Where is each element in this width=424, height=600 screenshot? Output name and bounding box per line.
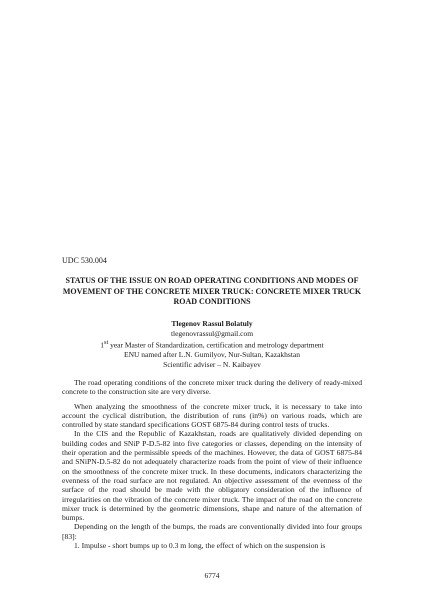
author-affiliation: ENU named after L.N. Gumilyov, Nur-Sultan, Kazakhstan (124, 350, 300, 360)
author-position-number: 1 (100, 340, 105, 350)
body-paragraph: 1. Impulse - short bumps up to 0.3 m long, the effect of which on the suspension is (74, 541, 326, 551)
udc-code: UDC 530.004 (62, 256, 107, 265)
author-position (60, 338, 364, 350)
author-name: Tlegenov Rassul Bolatuly (171, 319, 253, 328)
author-block (60, 319, 364, 369)
author-position-text: year Master of Standardization, certification and metrology department (108, 340, 324, 350)
body-paragraph: In the CIS and the Republic of Kazakhstan, roads are qualitatively divided depending on building codes and SNiP P-D.5-82 into five categories or classes, depending on the intensity of their operation and the permissible speeds of the machines. However, the data of GOST 6875-84 and SNiPN-D.5-82 do not adequately characterize roads from the point of view of their influence on the smoothness of the concrete mixer truck. In these documents, indicators characterizing the evenness of the road surface are not regulated. An objective assessment of the evenness of the surface of the road should be made with the obligatory consideration of the influence of irregularities on the vibration of the concrete mixer truck. The impact of the road on the concrete mixer truck is determined by the geometric dimensions, shape and nature of the alternation of bumps. (62, 429, 362, 523)
body-paragraph: Depending on the length of the bumps, the roads are conventionally divided into four groups [83]: (62, 522, 362, 541)
body-paragraph: When analyzing the smoothness of the concrete mixer truck, it is necessary to take into account the cyclical distribution, the distribution of runs (in%) on various roads, which are controlled by state standard specifications GOST 6875-84 during control tests of trucks. (62, 401, 362, 430)
page-number: 6774 (204, 571, 220, 580)
paper-title: STATUS OF THE ISSUE ON ROAD OPERATING CONDITIONS AND MODES OF MOVEMENT OF THE CONCRETE MIXER TRUCK: CONCRETE MIXER TRUCK ROAD CONDITIONS (62, 276, 362, 306)
author-email: tlegenovrassul@gmail.com (170, 328, 254, 338)
body-text (62, 378, 362, 550)
body-paragraph: The road operating conditions of the concrete mixer truck during the delivery of ready-mixed concrete to the construction site are very diverse. (62, 378, 362, 397)
scientific-adviser: Scientific adviser – N. Kaibayev (163, 359, 261, 369)
author-position-suffix: st (104, 339, 109, 347)
